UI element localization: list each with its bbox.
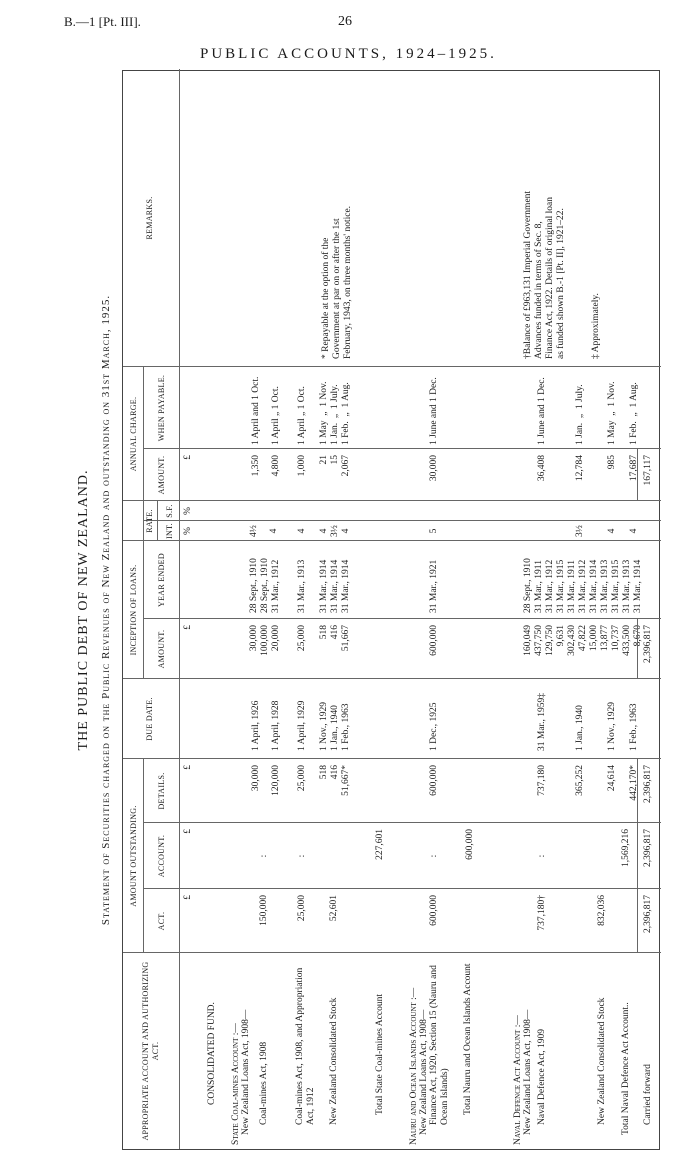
unit-details: £ xyxy=(183,765,193,770)
table-title: THE PUBLIC DEBT OF NEW ZEALAND. xyxy=(76,469,91,751)
coal-row3-due-a: 1 Nov., 1929 xyxy=(319,702,329,751)
coal-row1-yr-c: 31 Mar., 1912 xyxy=(271,559,281,613)
coal-row3-ac-b: 15 xyxy=(330,455,340,465)
naval-row2-inc-4: 10,737 xyxy=(611,625,621,652)
nauru-ac: 30,000 xyxy=(429,455,439,482)
coal-total-name: Total State Coal-mines Account xyxy=(375,994,385,1115)
coal-row1-details-a: 30,000 xyxy=(251,765,261,792)
naval-row2-ac-a: 12,784 xyxy=(575,455,585,482)
naval-row1-name: Naval Defence Act, 1909 xyxy=(537,1028,547,1125)
section-nauru: Nauru and Ocean Islands Account :— xyxy=(409,987,419,1145)
coal-row3-when-b: 1 Jan. „ 1 July. xyxy=(330,384,340,445)
header-annual-charge: ANNUAL CHARGE. xyxy=(129,396,138,472)
nauru-finance-act: Finance Act, 1920, Section 15 (Nauru and Ocean Islands) xyxy=(429,965,450,1125)
naval-row2-due-b: 1 Nov., 1929 xyxy=(607,702,617,751)
coal-total-account: 227,601 xyxy=(375,829,385,860)
page-reference: B.—1 [Pt. III]. xyxy=(64,14,141,29)
coal-row2-due: 1 April, 1929 xyxy=(297,700,307,751)
naval-row2-act: 832,036 xyxy=(597,895,607,926)
header-when-payable: WHEN PAYABLE. xyxy=(157,374,166,442)
nauru-account: : xyxy=(429,854,439,858)
naval-row2-inc-3: 13,877 xyxy=(600,625,610,652)
naval-row1-yr-1: 31 Mar., 1911 xyxy=(534,560,544,613)
coal-row1-when-b: 1 April „ 1 Oct. xyxy=(271,386,281,445)
carried-forward-account: 2,396,817 xyxy=(643,829,653,867)
coal-row1-due-b: 1 April, 1928 xyxy=(271,700,281,751)
naval-row2-due-a: 1 Jan., 1940 xyxy=(575,705,585,751)
coal-row3-when-c: 1 Feb. „ 1 Aug. xyxy=(341,382,351,445)
coal-row3-yr-c: 31 Mar., 1914 xyxy=(341,559,351,613)
nauru-act: 600,000 xyxy=(429,895,439,926)
naval-row2-inc-5: 433,500 xyxy=(622,625,632,656)
section-naval: Naval Defence Act Account :— xyxy=(513,1015,523,1145)
coal-row3-inc-b: 416 xyxy=(330,625,340,640)
unit-inc: £ xyxy=(183,625,193,630)
naval-row2-inc-1: 47,822 xyxy=(578,625,588,652)
naval-row2-details-b: 24,614 xyxy=(607,765,617,792)
header-remarks: REMARKS. xyxy=(145,196,154,240)
unit-ac: £ xyxy=(183,455,193,460)
naval-row2-when-a: 1 Jan. „ 1 July. xyxy=(575,384,585,445)
coal-nz-loans-act: New Zealand Loans Act, 1908— xyxy=(241,1009,251,1135)
coal-row1-yr-a: 28 Sept., 1910 xyxy=(249,558,259,613)
naval-row2-yr-5: 31 Mar., 1913 xyxy=(622,559,632,613)
nauru-total-account: 600,000 xyxy=(465,829,475,860)
naval-row1-ac: 36,408 xyxy=(537,455,547,482)
naval-row1-inc-0: 160,049 xyxy=(523,625,533,656)
coal-row1-int-b: 4 xyxy=(269,528,279,534)
coal-row1-inc-a: 30,000 xyxy=(249,625,259,652)
coal-row1-when-a: 1 April and 1 Oct. xyxy=(251,376,261,445)
coal-row1-yr-b: 28 Sept., 1910 xyxy=(260,558,270,613)
naval-row2-details-c: 442,170* xyxy=(629,765,639,801)
debt-table xyxy=(122,70,660,1150)
header-inception: INCEPTION OF LOANS. xyxy=(129,564,138,656)
naval-row2-due-c: 1 Feb., 1963 xyxy=(629,703,639,751)
header-int: INT. xyxy=(165,523,174,539)
carried-forward-ac: 167,117 xyxy=(643,455,653,486)
naval-row2-yr-4: 31 Mar., 1915 xyxy=(611,559,621,613)
nauru-total-name: Total Nauru and Ocean Islands Account xyxy=(463,963,473,1115)
naval-remark-a: †Balance of £963,131 Imperial Government Advances funded in terms of Sec. 8, Finance Act, 1922. Details of original loan as funded shown B.-1 [Pt. II], 1921–22. xyxy=(523,190,566,359)
naval-row2-when-b: 1 May „ 1 Nov. xyxy=(607,381,617,445)
coal-row3-yr-b: 31 Mar., 1914 xyxy=(330,559,340,613)
carried-forward-label: Carried forward xyxy=(643,1064,653,1125)
naval-row1-when: 1 June and 1 Dec. xyxy=(537,377,547,445)
coal-row2-inc: 25,000 xyxy=(297,625,307,652)
coal-row3-inc-c: 51,667 xyxy=(341,625,351,652)
naval-row2-int-a: 3½ xyxy=(575,525,585,537)
coal-row2-name: Coal-mines Act, 1908, and Appropriation Act, 1912 xyxy=(295,967,316,1125)
naval-row2-inc-2: 15,000 xyxy=(589,625,599,652)
header-due-date: DUE DATE. xyxy=(145,697,154,741)
header-details: DETAILS. xyxy=(157,772,166,810)
naval-row2-yr-6: 31 Mar., 1914 xyxy=(633,559,643,613)
naval-row2-ac-c: 17,687 xyxy=(629,455,639,482)
coal-row1-inc-b: 100,000 xyxy=(260,625,270,656)
coal-row2-details: 25,000 xyxy=(297,765,307,792)
naval-row1-yr-2: 31 Mar., 1912 xyxy=(545,559,555,613)
naval-nz-loans-act: New Zealand Loans Act, 1908— xyxy=(523,1009,533,1135)
unit-account: £ xyxy=(183,829,193,834)
coal-row2-when: 1 April „ 1 Oct. xyxy=(297,386,307,445)
running-title: PUBLIC ACCOUNTS, 1924–1925. xyxy=(200,46,497,62)
naval-row1-inc-2: 129,750 xyxy=(545,625,555,656)
naval-row2-yr-2: 31 Mar., 1914 xyxy=(589,559,599,613)
unit-int: % xyxy=(183,527,193,535)
naval-total-account: 1,569,216 xyxy=(621,829,631,867)
naval-row1-act: 737,180† xyxy=(537,895,547,931)
coal-row3-name: New Zealand Consolidated Stock xyxy=(329,997,339,1125)
coal-row1-int-a: 4½ xyxy=(249,525,259,537)
coal-row2-yr: 31 Mar., 1913 xyxy=(297,559,307,613)
naval-row1-inc-3: 9,631 xyxy=(556,625,566,647)
nauru-when: 1 June and 1 Dec. xyxy=(429,377,439,445)
coal-row3-yr-a: 31 Mar., 1914 xyxy=(319,559,329,613)
header-year-ended: YEAR ENDED xyxy=(157,553,166,607)
nauru-nz-loans-act: New Zealand Loans Act, 1908— xyxy=(419,1009,429,1135)
naval-row2-details-a: 365,252 xyxy=(575,765,585,796)
coal-row3-when-a: 1 May „ 1 Nov. xyxy=(319,381,329,445)
coal-row1-act: 150,000 xyxy=(259,895,269,926)
naval-row2-ac-b: 985 xyxy=(607,455,617,470)
coal-row3-details-c: 51,667* xyxy=(341,765,351,796)
nauru-int: 5 xyxy=(429,528,439,534)
page-number: 26 xyxy=(338,14,352,29)
coal-row3-ac-a: 21 xyxy=(319,455,329,465)
coal-row1-ac-a: 1,350 xyxy=(251,455,261,477)
header-sf: S.F. xyxy=(165,504,174,518)
header-account: APPROPRIATE ACCOUNT AND AUTHORIZING ACT. xyxy=(141,961,160,1141)
carried-forward-inc: 2,396,817 xyxy=(643,625,653,663)
coal-row1-due-a: 1 April, 1926 xyxy=(251,700,261,751)
coal-row1-inc-c: 20,000 xyxy=(271,625,281,652)
coal-row2-account: : xyxy=(297,854,307,858)
coal-row3-due-b: 1 Jan., 1940 xyxy=(330,705,340,751)
coal-row1-account: : xyxy=(259,854,269,858)
coal-row2-act: 25,000 xyxy=(297,895,307,922)
naval-row2-yr-3: 31 Mar., 1913 xyxy=(600,559,610,613)
header-inc-amount: AMOUNT. xyxy=(157,629,166,669)
coal-row3-due-c: 1 Feb., 1963 xyxy=(341,703,351,751)
coal-row1-name: Coal-mines Act, 1908 xyxy=(259,1041,269,1125)
coal-row3-details-b: 416 xyxy=(330,765,340,780)
rotated-table-page xyxy=(66,70,666,1150)
unit-act: £ xyxy=(183,895,193,900)
coal-row3-inc-a: 518 xyxy=(319,625,329,640)
carried-forward-details: 2,396,817 xyxy=(643,765,653,803)
naval-row2-yr-1: 31 Mar., 1912 xyxy=(578,559,588,613)
naval-row2-inc-6: 8,670 xyxy=(633,625,643,647)
nauru-details: 600,000 xyxy=(429,765,439,796)
naval-row2-when-c: 1 Feb. „ 1 Aug. xyxy=(629,382,639,445)
nauru-yr: 31 Mar., 1921 xyxy=(429,559,439,613)
coal-row3-int-b: 3½ xyxy=(330,525,340,537)
table-subtitle: Statement of Securities charged on the Public Revenues of New Zealand and outstanding on 31st March, 1925. xyxy=(100,294,112,926)
nauru-due: 1 Dec., 1925 xyxy=(429,702,439,751)
naval-row1-due: 31 Mar., 1959‡ xyxy=(537,692,547,751)
naval-row1-details: 737,180 xyxy=(537,765,547,796)
naval-row2-int-c: 4 xyxy=(629,528,639,534)
coal-row2-int: 4 xyxy=(297,528,307,534)
naval-row2-inc-0: 302,430 xyxy=(567,625,577,656)
naval-total-name: Total Naval Defence Act Account.. xyxy=(621,1002,631,1135)
header-act: ACT. xyxy=(157,911,166,931)
naval-row1-account: : xyxy=(537,854,547,858)
coal-row3-details-a: 518 xyxy=(319,765,329,780)
unit-sf: % xyxy=(183,507,193,515)
coal-row3-int-a: 4 xyxy=(319,528,329,534)
naval-row1-inc-1: 437,750 xyxy=(534,625,544,656)
naval-row2-name: New Zealand Consolidated Stock xyxy=(597,997,607,1125)
nauru-inc: 600,000 xyxy=(429,625,439,656)
header-amount-outstanding: AMOUNT OUTSTANDING. xyxy=(129,805,138,907)
header-ac-amount: AMOUNT. xyxy=(157,455,166,495)
naval-row1-yr-0: 28 Sept., 1910 xyxy=(523,558,533,613)
coal-row1-ac-b: 4,800 xyxy=(271,455,281,477)
section-consolidated-fund: CONSOLIDATED FUND. xyxy=(207,1002,217,1105)
naval-remark-b: ‡ Approximately. xyxy=(591,293,601,359)
naval-row2-yr-0: 31 Mar., 1911 xyxy=(567,560,577,613)
coal-row3-ac-c: 2,067 xyxy=(341,455,351,477)
coal-row1-details-b: 120,000 xyxy=(271,765,281,796)
coal-row3-act: 52,601 xyxy=(329,895,339,922)
section-coal-mines: State Coal-mines Account :— xyxy=(231,1023,241,1145)
coal-remark: * Repayable at the option of the Government at par on or after the 1st February, 1943, on three months' notice. xyxy=(321,205,353,359)
carried-forward-act: 2,396,817 xyxy=(643,895,653,933)
header-rate: RATE. xyxy=(145,509,154,533)
naval-row1-yr-3: 31 Mar., 1915 xyxy=(556,559,566,613)
naval-row2-int-b: 4 xyxy=(607,528,617,534)
header-account-col: ACCOUNT. xyxy=(157,834,166,878)
coal-row3-int-c: 4 xyxy=(341,528,351,534)
coal-row2-ac: 1,000 xyxy=(297,455,307,477)
